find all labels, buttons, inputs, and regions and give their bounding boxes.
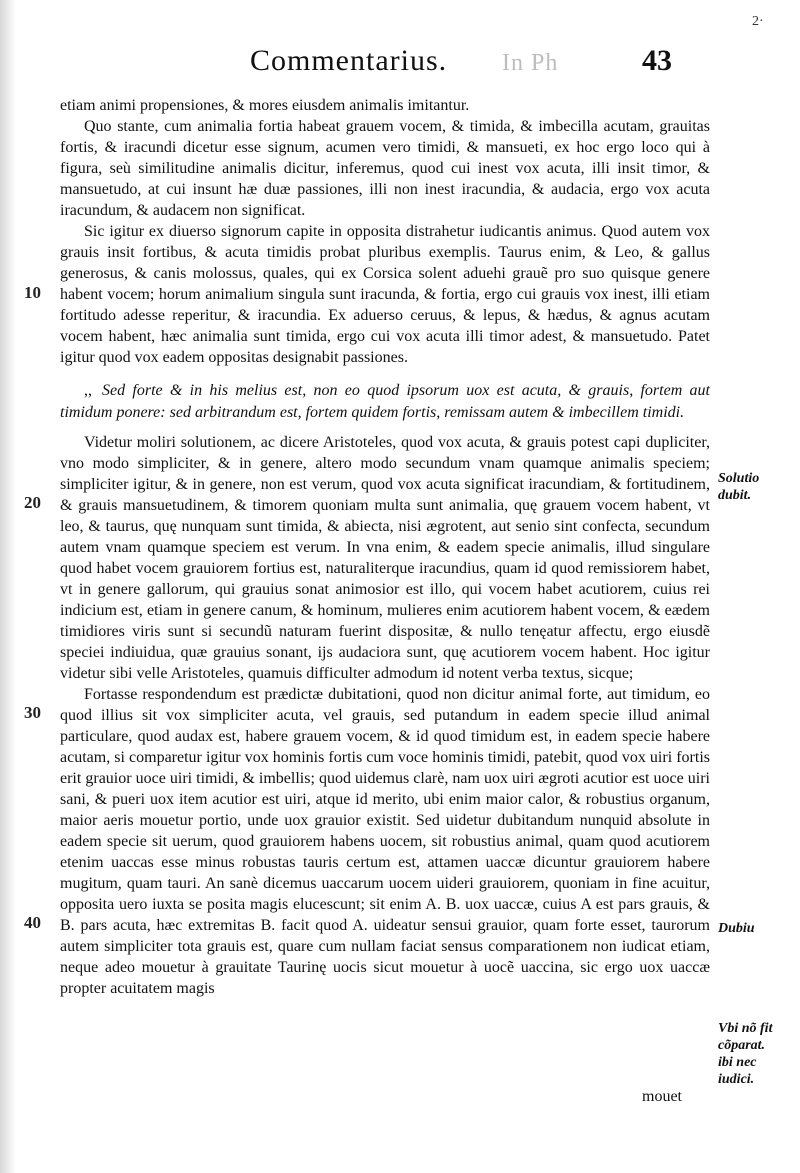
margin-note-dubiu: Dubiu [718, 921, 755, 936]
line-number-40: 40 [24, 913, 41, 932]
line-number-20: 20 [24, 493, 41, 512]
lemma-text: Sed forte & in his melius est, non eo quod ipsorum uox est acuta, & grauis, fortem aut timidum ponere: sed arbitrandum est, fortem quidem fortis, remissam autem & imbecillem timidi. [60, 382, 710, 421]
paragraph-4: Videtur moliri solutionem, ac dicere Aristoteles, quod vox acuta, & grauis potest capi dupliciter, vno modo simpliciter, & in genere, altero modo secundum vnam quamque animalis speciem; simpliciter igitur, & in genere, non est verum, quod vox acuta significat iracundiam, & fortitudinem, & grauis mansuetudinem, & timorem quoniam multa sunt animalia, quę grauem vocem habent, vt leo, & taurus, quę nunquam sunt timida, & abiecta, nisi ægrotent, aut senio sint confecta, secundum autem vnam quamque speciem est verum. In vna enim, & eadem specie animalis, illud singulare quod habet vocem grauiorem fortius est, naturaliterque iracundius, quam id quod remissiorem habet, vt in genere gallorum, qui grauius sonat animosior est illo, qui vocem habet acutiorem, cuius rei indicium est, etiam in genere canum, & hominum, mulieres enim acutiorem habent vocem, & eædem timidiores viris sunt si secundũ naturam fuerint dispositæ, & nullo tenęatur affectu, ergo eiusdẽ speciei indiuidua, quæ grauius sonant, ijs audaciora sunt, quę acutiorem vocem habent. Hoc igitur videtur sibi velle Aristoteles, quamuis difficulter admodum id notent verba textus, sicque; [60, 434, 710, 682]
main-text-column [60, 95, 710, 999]
paragraph-3: Sic igitur ex diuerso signorum capite in opposita distrahetur iudicantis animus. Quod autem vox grauis insit fortibus, & acuta timidis probat pluribus exemplis. Taurus enim, & Leo, & gallus generosus, & canis molossus, quales, qui ex Corsica solent aduehi grauẽ pro suo quisque genere habent vocem; horum animalium singula sunt iracunda, & fortia, ergo cui grauis vox inest, illi etiam fortitudo adesse reperitur, & iracundia. Ex aduerso ceruus, & lepus, & hædus, & agnus acutam vocem habent, hæc animalia sunt timida, ergo cui vox acuta illi timor adest, & mansuetudo. Patet igitur quod vox eadem oppositas designabit passiones. [60, 223, 710, 366]
lemma-quotation [60, 380, 710, 424]
catchword: mouet [642, 1088, 682, 1105]
line-number-10: 10 [24, 283, 41, 302]
gutter-shadow [0, 0, 16, 1173]
paragraph-5: Fortasse respondendum est prædictæ dubitationi, quod non dicitur animal forte, aut timidum, eo quod illius sit vox simpliciter acuta, vel grauis, sed putandum in eadem specie illud animal particulare, quod audax est, habere grauem vocem, & id quod timidum est, in eadem specie habere acutam, si comparetur igitur vox hominis fortis cum voce hominis timidi, patebit, quod vox uiri fortis erit grauior uoce uiri timidi, & imbellis; quod uidemus clarè, nam uox uiri ægroti acutior est uoce uiri sani, & pueri uox item acutior est uiri, atque id merito, ubi enim maior calor, & robustius organum, maior aeris mouetur portio, unde uox grauior existit. Sed uidetur dubitandum nunquid absolute in eadem specie sit uerum, quod grauiorem habens uocem, sit robustius animal, quam quod acutiorem etenim uaccas esse minus robustas tauris certum est, attamen uaccæ dicuntur grauiorem habere mugitum, quam tauri. An sanè dicemus uaccarum uocem uideri grauiorem, quoniam in fine acuitur, opposita uero iuxta se posita magis elucescunt; sit enim A. B. uox uaccæ, cuius A est pars grauis, & B. pars acuta, hæc extremitas B. facit quod A. uideatur sensui grauior, quam forte esset, taurorum autem simpliciter tota grauis est, quare cum nullam faciat sensus comparationem non iudicat etiam, neque adeo mouetur à grauitate Taurinę uocis sicut mouetur à uocẽ uaccina, sic ergo uox uaccæ propter acuitatem magis [60, 686, 710, 997]
margin-note-ubi: Vbi nõ fit cõparat. ibi nec iudici. [718, 1021, 773, 1087]
bleed-through-text: In Ph [502, 50, 559, 76]
paragraph-1: etiam animi propensiones, & mores eiusdem animalis imitantur. [60, 97, 470, 114]
running-head-title: Commentarius. [250, 44, 448, 77]
line-number-30: 30 [24, 703, 41, 722]
page-number: 43 [642, 44, 672, 77]
corner-mark: 2· [752, 14, 764, 29]
margin-note-solutio: Solutio dubit. [718, 471, 760, 503]
lemma-mark: ,, [84, 382, 92, 399]
paragraph-2: Quo stante, cum animalia fortia habeat grauem vocem, & timida, & imbecilla acutam, grauitas fortis, & iracundi dicetur esse signum, acumen vero timidi, & mansueti, ex hoc ergo loco qui à figura, seù similitudine animalis dicitur, inferemus, quod cui inest vox acuta, illi insit timor, & mansuetudo, at cui insunt hæ duæ passiones, illi non inest iracundia, & audacia, ergo vox acuta iracundum, & audacem non significat. [60, 118, 710, 219]
